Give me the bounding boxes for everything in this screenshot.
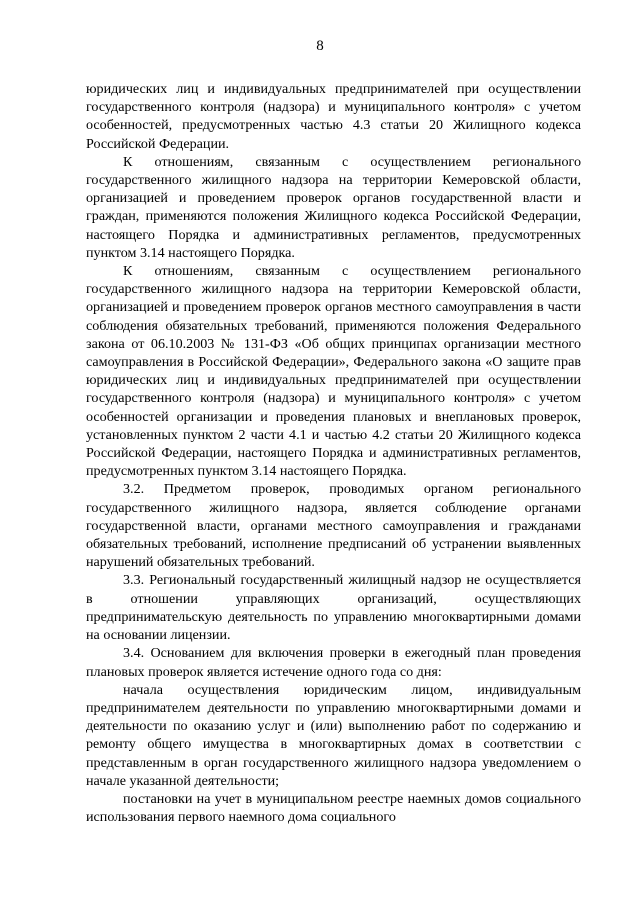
paragraph-3-4-grounds: 3.4. Основанием для включения проверки в ежегодный план проведения плановых проверок является истечение одного года со дня: xyxy=(86,645,581,680)
paragraph-local-self-government: К отношениям, связанным с осуществлением регионального государственного жилищного надзора на территории Кемеровской области, организацией и проведением проверок органов местного самоуправления в части соблюдения обязательных требований, применяются положения Федерального закона от 06.10.2003 № 131-ФЗ «Об общих принципах организации местного самоуправления в Российской Федерации», Федерального закона «О защите прав юридических лиц и индивидуальных предпринимателей при осуществлении государственного контроля (надзора) и муниципального контроля» с учетом особенностей организации и проведения плановых и внеплановых проверок, установленных пунктом 2 части 4.1 и частью 4.2 статьи 20 Жилищного кодекса Российской Федерации, настоящего Порядка и административных регламентов, предусмотренных пунктом 3.14 настоящего Порядка. xyxy=(86,263,581,480)
document-body xyxy=(86,80,581,826)
paragraph-regional-authorities: К отношениям, связанным с осуществлением регионального государственного жилищного надзора на территории Кемеровской области, организацией и проведением проверок органов государственной власти и граждан, применяются положения Жилищного кодекса Российской Федерации, настоящего Порядка и административных регламентов, предусмотренных пунктом 3.14 настоящего Порядка. xyxy=(86,153,581,261)
page-number: 8 xyxy=(316,38,324,54)
paragraph-3-3-exclusion: 3.3. Региональный государственный жилищный надзор не осуществляется в отношении управляющих организаций, осуществляющих предпринимательскую деятельность по управлению многоквартирными домами на основании лицензии. xyxy=(86,572,581,644)
paragraph-3-2-subject: 3.2. Предметом проверок, проводимых органом регионального государственного жилищного надзора, является соблюдение органами государственной власти, органами местного самоуправления и гражданами обязательных требований, исполнение предписаний об устранении выявленных нарушений обязательных требований. xyxy=(86,481,581,571)
paragraph-registration: постановки на учет в муниципальном реестре наемных домов социального использования первого наемного дома социального xyxy=(86,790,581,826)
paragraph-continuation: юридических лиц и индивидуальных предпринимателей при осуществлении государственного контроля (надзора) и муниципального контроля» с учетом особенностей, предусмотренных частью 4.3 статьи 20 Жилищного кодекса Российской Федерации. xyxy=(86,81,581,152)
paragraph-start-of-activity: начала осуществления юридическим лицом, индивидуальным предпринимателем деятельности по управлению многоквартирными домами и деятельности по оказанию услуг и (или) выполнению работ по содержанию и ремонту общего имущества в многоквартирных домах в соответствии с представленным в орган государственного жилищного надзора уведомлением о начале указанной деятельности; xyxy=(86,681,581,789)
